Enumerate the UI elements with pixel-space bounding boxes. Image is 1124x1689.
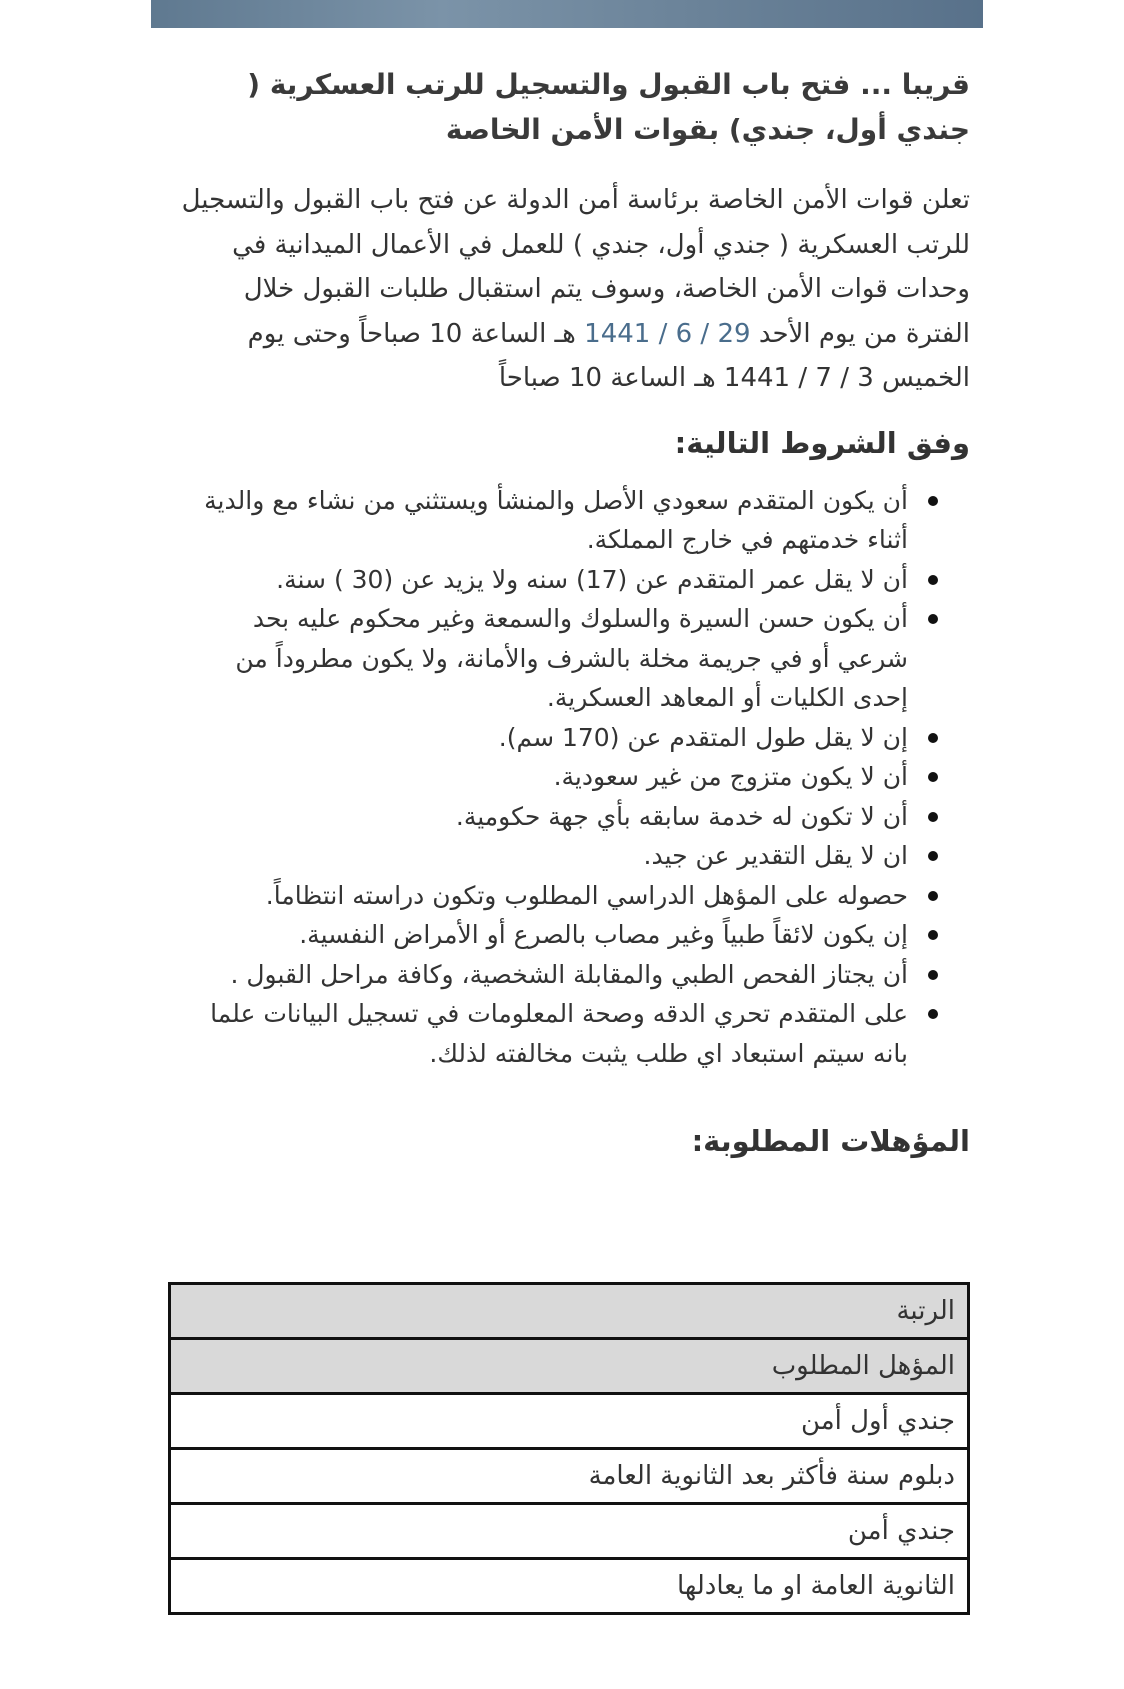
table-cell: جندي أمن	[170, 1504, 969, 1559]
qualifications-table	[168, 1282, 970, 1615]
condition-item: أن يكون حسن السيرة والسلوك والسمعة وغير محكوم عليه بحد شرعي أو في جريمة مخلة بالشرف والأمانة، ولا يكون مطروداً من إحدى الكليات أو المعاهد العسكرية.	[180, 599, 938, 718]
conditions-heading: وفق الشروط التالية:	[674, 425, 970, 460]
table-row	[170, 1449, 969, 1504]
condition-item: أن لا يكون متزوج من غير سعودية.	[180, 757, 938, 797]
qualifications-heading: المؤهلات المطلوبة:	[691, 1124, 970, 1158]
article-intro	[180, 178, 970, 401]
table-cell: جندي أول أمن	[170, 1394, 969, 1449]
table-cell: دبلوم سنة فأكثر بعد الثانوية العامة	[170, 1449, 969, 1504]
table-row	[170, 1504, 969, 1559]
condition-item: أن يكون المتقدم سعودي الأصل والمنشأ ويستثني من نشاء مع والدية أثناء خدمتهم في خارج المملكة.	[180, 481, 938, 560]
start-date-link[interactable]: 29 / 6 / 1441	[584, 318, 751, 349]
condition-item: أن لا يقل عمر المتقدم عن (17) سنه ولا يزيد عن (30 ) سنة.	[180, 560, 938, 600]
table-header-row	[170, 1339, 969, 1394]
table-row	[170, 1559, 969, 1614]
table-header-row	[170, 1284, 969, 1339]
condition-item: إن يكون لائقاً طبياً وغير مصاب بالصرع أو الأمراض النفسية.	[180, 915, 938, 955]
condition-item: أن لا تكون له خدمة سابقه بأي جهة حكومية.	[180, 797, 938, 837]
table-header-cell: المؤهل المطلوب	[170, 1339, 969, 1394]
condition-item: ان لا يقل التقدير عن جيد.	[180, 836, 938, 876]
condition-item: على المتقدم تحري الدقه وصحة المعلومات في تسجيل البيانات علما بانه سيتم استبعاد اي طلب يثبت مخالفته لذلك.	[180, 994, 938, 1073]
table-row	[170, 1394, 969, 1449]
article-title: قريبا ... فتح باب القبول والتسجيل للرتب العسكرية ( جندي أول، جندي) بقوات الأمن الخاصة	[247, 68, 970, 146]
intro-text-end: هـ الساعة 10 صباحاً وحتى يوم الخميس 3 / 7 / 1441 هـ الساعة 10 صباحاً	[247, 318, 970, 393]
condition-item: إن لا يقل طول المتقدم عن (170 سم).	[180, 718, 938, 758]
table-cell: الثانوية العامة او ما يعادلها	[170, 1559, 969, 1614]
intro-text-start: تعلن قوات الأمن الخاصة برئاسة أمن الدولة عن فتح باب القبول والتسجيل للرتب العسكرية ( جندي أول، جندي ) للعمل في الأعمال الميدانية في وحدات قوات الأمن الخاصة، وسوف يتم استقبال طلبات القبول خلال الفترة من يوم الأحد	[181, 185, 970, 349]
header-banner-image	[151, 0, 983, 28]
conditions-list	[180, 481, 970, 1074]
article-content	[180, 62, 970, 1161]
table-header-cell: الرتبة	[170, 1284, 969, 1339]
condition-item: حصوله على المؤهل الدراسي المطلوب وتكون دراسته انتظاماً.	[180, 876, 938, 916]
condition-item: أن يجتاز الفحص الطبي والمقابلة الشخصية، وكافة مراحل القبول .	[180, 955, 938, 995]
